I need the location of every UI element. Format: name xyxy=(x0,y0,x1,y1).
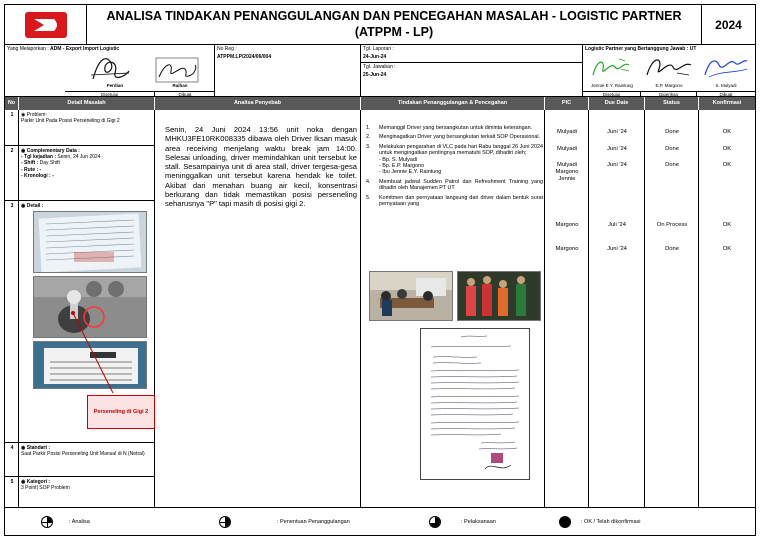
attendee: - Ibu Jennie E.Y. Raintung xyxy=(379,169,442,176)
detail-standart: 4 ◉ Standart : Saat Parkir Posisi Perseneling Unit Manual di N (Netral) xyxy=(5,443,155,477)
signature-raihan xyxy=(155,57,199,83)
kategori-title: Kategori : xyxy=(26,479,51,485)
reporter-value: ADM - Export Import Logistic xyxy=(50,46,120,52)
signature-margono xyxy=(643,53,695,81)
sig-name-ferdian: Ferdian xyxy=(106,83,124,88)
legend-ok: : OK / Telah dikonfirmasi xyxy=(559,516,641,528)
full-circle-icon xyxy=(559,516,571,528)
pic-r3a: Mulyadi xyxy=(557,162,577,168)
standart-text: Saat Parkir Posisi Perseneling Unit Manual di N (Netral) xyxy=(21,451,145,458)
attendee: - Bp. S. Mulyadi xyxy=(379,156,418,163)
tgl-jawaban-label: Tgl. Jawaban : xyxy=(363,64,396,70)
pic-r3c: Jennie xyxy=(558,176,576,182)
konfirmasi-r1: OK xyxy=(722,129,732,135)
legend-footer xyxy=(5,507,755,535)
konfirmasi-r2: OK xyxy=(722,146,732,152)
signature-jennie xyxy=(589,55,635,81)
detail-problem: 1 ◉ Problem: Parkir Unit Pada Posisi Perseneling di Gigi 2 xyxy=(5,110,155,146)
tindakan-item: 2. Menginagatkan Driver yang bersangkutan terkait SOP Operasional. xyxy=(366,134,541,141)
legend-penanggulangan: : Penentuan Penanggulangan xyxy=(219,516,350,528)
label-dibuat: Dibuat xyxy=(155,91,215,97)
col-konfirmasi: Konfirmasi xyxy=(712,100,742,106)
signature-mulyadi xyxy=(701,53,751,81)
reporter-cell xyxy=(5,45,215,97)
tgl-laporan-value: 24-Jun-24 xyxy=(363,54,387,60)
kategori-text: 3 Point| SOP Problem xyxy=(21,485,70,492)
konfirmasi-r4: OK xyxy=(722,222,732,228)
no-reg-label: No Reg : xyxy=(217,46,237,52)
three-quarter-circle-icon xyxy=(429,516,441,528)
due-r5: Juni '24 xyxy=(607,246,627,252)
tindakan-list xyxy=(363,125,543,207)
title-line-2: (ATPPM - LP) xyxy=(354,25,434,39)
pic-r5: Margono xyxy=(555,246,579,252)
tgl-jawaban-value: 25-Jun-24 xyxy=(363,72,387,78)
callout-gear-position: Perseneling di Gigi 2 xyxy=(87,395,155,429)
label-lp-diperiksa: Diperiksa xyxy=(641,91,697,97)
photo-briefing-1 xyxy=(369,271,453,321)
detail-title: Detail : xyxy=(26,203,44,209)
col-detail: Detail Masalah xyxy=(19,97,155,110)
pic-r1: Mulyadi xyxy=(557,129,577,135)
label-disetujui: Disetujui xyxy=(65,91,155,97)
sig-name-margono: E.P. Margono xyxy=(655,83,683,88)
form-year: 2024 xyxy=(701,5,755,45)
reporter-label: Yang Melaporkan : xyxy=(7,46,49,52)
konfirmasi-r5: OK xyxy=(722,246,732,252)
title-line-1: ANALISA TINDAKAN PENANGGULANGAN DAN PENCEGAHAN MASALAH - LOGISTIC PARTNER xyxy=(106,9,682,23)
photo-document xyxy=(33,211,147,273)
no-reg-cell xyxy=(215,45,361,97)
col-due: Due Date xyxy=(589,97,645,110)
lp-cell xyxy=(583,45,755,97)
status-r2: Done xyxy=(665,146,679,152)
detail-complementary: 2 ◉ Complementary Data : - Tgl kejadian : Senin, 24 Jun 2024 - Shift : Day Shift - Rute : - - Kronologi : - xyxy=(5,146,155,201)
pic-r2: Mulyadi xyxy=(557,146,577,152)
complementary-title: Complementary Data : xyxy=(26,148,80,154)
due-r4: Juli '24 xyxy=(608,222,626,228)
status-r3: Done xyxy=(665,162,679,168)
tindakan-item: 5. Komitmen dan pernyataan langsung dari driver dalam bentuk surat pernyataan yang xyxy=(366,194,543,208)
no-reg-value: ATPPM.LP/2024/06/004 xyxy=(217,54,272,60)
pic-r3b: Margono xyxy=(555,169,579,175)
label-lp-dibuat: Dibuat xyxy=(697,91,755,97)
sig-name-raihan: Raihan xyxy=(172,83,188,88)
sig-name-jennie: Jennie E.Y. Raintung xyxy=(591,83,633,88)
tindakan-item: 3. Melakukan pengarahan di VLC pada hari Rabu tanggal 26 Juni 2024 untuk mengingatkan pentingnya mematuhi SOP, dihadiri oleh; xyxy=(366,143,543,157)
logo-icon xyxy=(24,11,68,39)
status-r4: On Process xyxy=(656,222,688,228)
approval-row xyxy=(5,45,755,97)
col-no: No xyxy=(5,97,19,110)
due-r1: Juni '24 xyxy=(607,129,627,135)
analysis-text: Senin, 24 Juni 2024 13:56 unit noka dengan MHKU3FE10RK008335 dibawa oleh Driver Iksan masuk area receiving menjelang waktu break jam 14:00. Selesai unloading, driver memindahkan unit tersebut ke stall. Sesampainya unit di area stall, driver tergesa-gesa meninggalkan unit tersebut karena hendak ke toilet. Akibat dari menahan buang air kecil, konsentrasi berkurang dan tidak memastikan posisi perseneling seharusnya "P" tapi masih di posisi gigi 2. xyxy=(165,125,357,209)
form-header xyxy=(5,5,755,45)
tgl-laporan-label: Tgl. Laporan : xyxy=(363,46,394,52)
attendee: - Bp. E.P. Margono xyxy=(379,163,425,170)
problem-text: Parkir Unit Pada Posisi Perseneling di Gigi 2 xyxy=(21,118,120,125)
statement-letter xyxy=(420,328,530,480)
pic-r4: Margono xyxy=(555,222,579,228)
company-logo xyxy=(5,5,87,45)
dates-cell xyxy=(361,45,583,97)
legend-pelaksanaan: : Pelaksanaan xyxy=(429,516,496,528)
col-analisa: Analisa Penyebab xyxy=(155,97,361,110)
signature-ferdian xyxy=(85,53,135,85)
detail-photos: 3 ◉ Detail : xyxy=(5,201,155,443)
col-pic: PIC xyxy=(545,97,589,110)
konfirmasi-r3: OK xyxy=(722,162,732,168)
callout-arrow xyxy=(65,305,125,397)
due-r2: Juni '24 xyxy=(607,146,627,152)
col-tindakan: Tindakan Penanggulangan & Pencegahan xyxy=(361,97,545,110)
atppm-form xyxy=(4,4,756,536)
col-status: Status xyxy=(645,97,699,110)
status-r5: Done xyxy=(665,246,679,252)
sig-name-mulyadi: S. Mulyadi xyxy=(715,83,737,88)
lp-label: Logistic Partner yang Bertanggung Jawab : UT xyxy=(585,46,697,52)
legend-analisa: : Analisa xyxy=(41,516,90,528)
detail-kategori: 5 ◉ Kategori : 3 Point| SOP Problem xyxy=(5,477,155,507)
due-r3: Juni '24 xyxy=(607,162,627,168)
label-lp-disetujui: Disetujui xyxy=(583,91,641,97)
photo-briefing-2 xyxy=(457,271,541,321)
quarter-circle-icon xyxy=(41,516,53,528)
form-title xyxy=(87,5,701,45)
table-header xyxy=(5,97,755,110)
problem-title: Problem: xyxy=(26,112,47,118)
standart-title: Standart : xyxy=(26,445,51,451)
tindakan-item: 4. Membuat jadwal Sudden Patrol dan Refreshment Training yang dihadiri oleh Manajemen PT UT xyxy=(366,178,543,192)
status-r1: Done xyxy=(665,129,679,135)
tindakan-item: 1. Memanggil Driver yang bersangkutan untuk diminta keterangan. xyxy=(366,125,533,131)
half-circle-icon xyxy=(219,516,231,528)
